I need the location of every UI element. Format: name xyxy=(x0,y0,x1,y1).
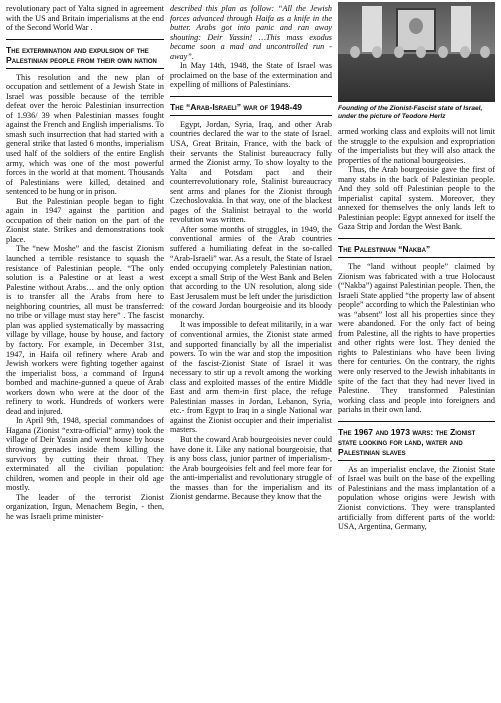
portrait-face xyxy=(409,18,423,34)
paragraph: As an imperialist enclave, the Zionist State of Israel was built on the base of the expelling of Palestinians and the mass implantation of a population whose origins were Jewish with Zionist convictions. They were transplanted artificially from different parts of the world: USA, Argentina, Germany, xyxy=(338,464,495,532)
paragraph: The “land without people” claimed by Zionism was fabricated with a true Holocaust (“Nakba”) against Palestinian people. Then, the Israeli State applied “the property law of absent people” according to which the Palestinian who was “absent” lost all his properties since they were abandoned. For the only fact of being from Palestine, all the rights to have properties and other rights were lost. They denied the rights to Palestinians who have been living there for centuries. On the contrary, the rights were only reserved to the Jewish inhabitants in spite of the fact that they had never lived in Palestine. They transformed Palestinian working class and people into foreigners and pariahs in their own land. xyxy=(338,262,495,415)
paragraph: revolutionary pact of Yalta signed in agreement with the US and Britain imperialisms at the end of the Second World War . xyxy=(6,4,164,33)
paragraph: It was impossible to defeat militarily, in a war of conventional armies, the Zionist state armed and supported financially by all the imperialist powers. To win the war and stop the imposition of the fascist-Zionist State of Israel it was necessary to stir up a revolt among the working class and exploited masses of the entire Middle East and arm them-in first place, the refuge Palestinian masses in Jordan, Lebanon, Syria, etc.- from Egypt to Iraq in a single National war against the Zionist occupier and their imperialist masters. xyxy=(170,320,332,435)
paragraph: This resolution and the new plan of occupation and settlement of a Jewish State in Israel was possible because of the terrible defeat over the heroic Palestinian insurrection of 1.936/ 39 when Palestinian masses fought against the French and English imperialisms. To smash such insurrection that had started with a general strike that lasted 6 months, imperialism used half of the soldiers of the entire English army, which was one of the most powerful forces in the world at that moment. Thousands of Palestinians were killed, detained and sentenced to be hung or in prison. xyxy=(6,72,164,197)
paragraph: In May 14th, 1948, the State of Israel was proclaimed on the base of the extermination and expelling of millions of Palestinians. xyxy=(170,61,332,90)
column-2 xyxy=(170,4,332,502)
paragraph: The leader of the terrorist Zionist organization, Irgun, Menachem Begin, - then, he was Israeli prime minister- xyxy=(6,492,164,521)
person-figure xyxy=(350,46,360,58)
audience-row xyxy=(338,54,495,102)
column-1 xyxy=(6,4,164,521)
paragraph: After some months of struggles, in 1949, the conventional armies of the Arab countries suffered a humiliating defeat in the so-called “Arab-Israeli” war. As a result, the State of Israel ended occupying completely Palestinian nation, except a small Strip of the West Bank and Belen that according to the UN resolution, along side East Jerusalem must be left under the jurisdiction of the coward Jordan bourgeoisie and its bloody monarchy. xyxy=(170,224,332,320)
person-figure xyxy=(438,46,448,58)
person-figure xyxy=(416,46,426,58)
photo-caption xyxy=(338,105,495,121)
person-figure xyxy=(372,46,382,58)
paragraph: The “new Moshe” and the fascist Zionism launched a terrible resistance to squash the resistance of Palestinian people. “The only solution is a Palestine or at least a west Palestine without Arabs… and the only option is to transfer all the Arabs from here to neighboring countries, all must be transferred: no tribe or village must stay here” . The fascist plan was applied systematically by massacring village by village, house by house, and factory by factory. For example, in December 31st, 1947, in Haifa oil refinery where Arab and Jewish workers were fighting together against the imperialist boss, a command of Irgun4 bombed and machine-gunned a queue of Arab workers down who were at the door of the refinery to work. Hundreds of workers were dead and injured. xyxy=(6,244,164,416)
column-3 xyxy=(338,4,495,532)
section-heading: The extermination and expulsion of the Palestinian people from their own nation xyxy=(6,39,164,69)
photo-caption-text: Founding of the Zionist-Fascist state of Israel, under the picture of Teodore Herlz xyxy=(338,105,483,120)
portrait-frame xyxy=(396,8,436,52)
person-figure xyxy=(480,46,490,58)
paragraph: In April 9th, 1948, special commandoes of Hagana (Zionist “extra-official” army) took the village of Deir Yassin and went house by house throwing grenades inside them killing the survivors by cutting their throat. They exterminated all the civilian population: children, women and people in their old age mostly. xyxy=(6,416,164,493)
section-heading: The 1967 and 1973 wars: the Zionist state looking for land, water and Palestinian slaves xyxy=(338,421,495,461)
paragraph: Thus, the Arab bourgeoisie gave the first of many stabs in the back of Palestinian people. And they sold off Palestinian people to the imperialist capital system. Moreover, they annexed for themselves the only lands left to Palestinian people: Egypt annexed for itself the Gaza Strip and Jordan the West Bank. xyxy=(338,165,495,232)
paragraph: But the coward Arab bourgeoisies never could have done it. Like any national bourgeoisie, that is any boss class, junior partner of imperialism-, the Arab bourgeoisies felt and feel more fear for the anti-imperialist and revolutionary struggle of the masses than for the imperialism and its Zionist gendarme. Because they know that the xyxy=(170,434,332,502)
paragraph: armed working class and exploits will not limit the struggle to the expulsion and expropriation of the imperialists but they will also attack the properties of the national bourgeoisies. xyxy=(338,127,495,165)
section-heading: The Palestinian “Nakba” xyxy=(338,238,495,258)
section-heading: The “Arab-Israeli” war of 1948-49 xyxy=(170,96,332,116)
quote-paragraph: described this plan as follow: “All the Jewish forces advanced through Haifa as a knife in the butter. Arabs got into panic and ran away shouting: Deir Yassin! …This mass exodus became soon a mad and uncontrolled run - away”. xyxy=(170,4,332,61)
historic-photo xyxy=(338,2,495,102)
paragraph: Egypt, Jordan, Syria, Iraq, and other Arab countries declared the war to the state of Israel. USA, Great Britain, France, with the back of their servants the Stalinist bureaucracy fully armed the Zionist army. To show loyalty to the Yalta and Potsdam pact and their counterrevolutionary role, Stalinist bureaucracy sent arms and planes for the Zionist through Czechoslovakia. In that way, one of the blackest pages of the Stalinist betrayal to the world revolution was written. xyxy=(170,119,332,225)
paragraph: But the Palestinian people began to fight again in 1947 against the partition and occupation of their nation on the part of the Zionist state. Strikes and demonstrations took place. xyxy=(6,196,164,244)
flag-banner xyxy=(362,6,382,52)
person-figure xyxy=(460,46,470,58)
flag-banner xyxy=(451,6,471,52)
person-figure xyxy=(394,46,404,58)
